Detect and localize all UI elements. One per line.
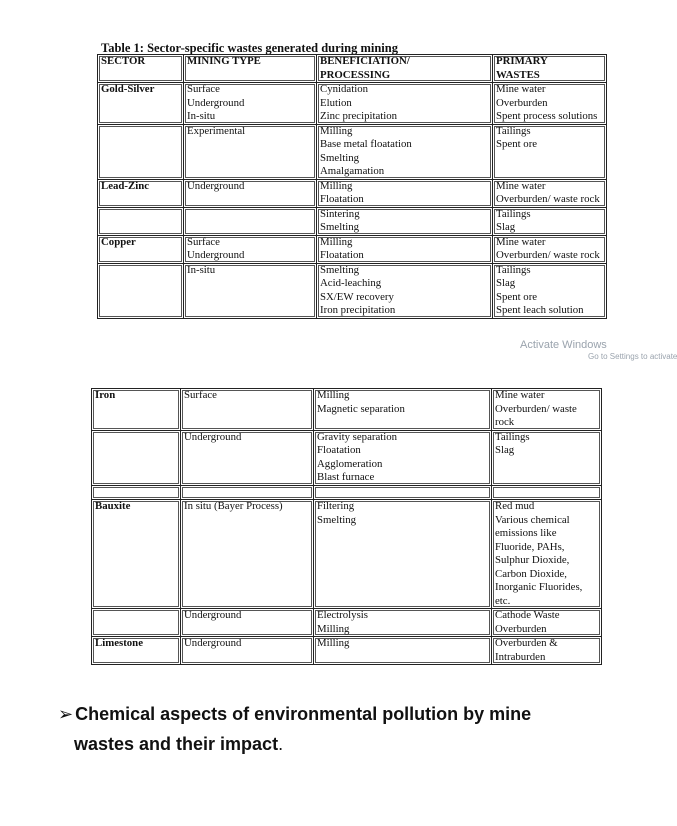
sector-label: Gold-Silver bbox=[101, 83, 155, 95]
processing-cell bbox=[317, 83, 493, 125]
table-row bbox=[92, 389, 602, 431]
processing-cell bbox=[314, 500, 492, 609]
cell-line: Various chemical emissions like Fluoride, PAHs, Sulphur Dioxide, Carbon Dioxide, Inorganic Fluorides, etc. bbox=[495, 513, 583, 607]
table-row bbox=[92, 500, 602, 609]
header-sector: SECTOR bbox=[98, 55, 184, 83]
cell-line bbox=[184, 486, 310, 500]
sector-label bbox=[95, 486, 177, 500]
cell-line: Cynidation bbox=[320, 83, 368, 95]
cell-line: Elution bbox=[320, 96, 352, 109]
primary-wastes-cell bbox=[493, 83, 607, 125]
cell-line: Floatation bbox=[317, 444, 361, 456]
heading-period: . bbox=[278, 734, 284, 754]
cell-line: In-situ bbox=[187, 110, 216, 122]
table-row bbox=[98, 235, 607, 263]
cell-line: Slag bbox=[496, 277, 516, 289]
cell-line: Underground bbox=[184, 637, 242, 649]
cell-line: Smelting bbox=[320, 221, 359, 233]
table-row bbox=[98, 263, 607, 318]
cell-line: Floatation bbox=[320, 193, 364, 205]
cell-line: Acid-leaching bbox=[320, 277, 382, 289]
cell-line: Overburden/ waste rock bbox=[495, 402, 577, 428]
cell-line: Tailings bbox=[496, 207, 531, 220]
sector-cell bbox=[92, 389, 181, 431]
cell-line: Overburden & Intraburden bbox=[495, 637, 558, 663]
sector-label: Iron bbox=[95, 389, 116, 401]
primary-wastes-cell bbox=[492, 430, 602, 485]
cell-line: Electrolysis bbox=[317, 609, 368, 621]
section-heading bbox=[58, 699, 578, 759]
primary-wastes-cell bbox=[493, 263, 607, 318]
cell-line: Overburden/ waste rock bbox=[496, 193, 600, 205]
table1-body bbox=[98, 83, 607, 319]
sector-label: Lead-Zinc bbox=[101, 179, 149, 192]
sector-cell bbox=[92, 500, 181, 609]
table-row bbox=[92, 485, 602, 500]
sector-label bbox=[95, 431, 177, 445]
cell-line: Amalgamation bbox=[320, 165, 385, 177]
sector-cell bbox=[98, 124, 184, 179]
mining-type-cell bbox=[181, 637, 314, 665]
mining-type-cell bbox=[184, 207, 317, 235]
primary-wastes-cell bbox=[493, 124, 607, 179]
cell-line: Slag bbox=[496, 221, 516, 233]
cell-line bbox=[496, 152, 603, 166]
table-row bbox=[98, 124, 607, 179]
cell-line bbox=[495, 458, 598, 472]
cell-line: Tailings bbox=[496, 124, 531, 137]
sector-cell bbox=[92, 485, 181, 500]
primary-wastes-cell bbox=[492, 485, 602, 500]
table-row bbox=[98, 207, 607, 235]
header-primary-wastes: PRIMARY WASTES bbox=[493, 55, 607, 83]
table-caption: Table 1: Sector-specific wastes generated during mining bbox=[101, 41, 398, 55]
cell-line: Overburden/ waste rock bbox=[496, 249, 600, 261]
mining-type-cell bbox=[184, 179, 317, 207]
table-row bbox=[98, 83, 607, 125]
processing-cell bbox=[314, 485, 492, 500]
cell-line: Underground bbox=[184, 609, 242, 621]
cell-line: Surface bbox=[184, 389, 217, 401]
sector-label: Bauxite bbox=[95, 500, 131, 512]
header-mining-type: MINING TYPE bbox=[184, 55, 317, 83]
sector-cell bbox=[98, 207, 184, 235]
mining-waste-table-part1 bbox=[97, 54, 607, 319]
cell-line: Milling bbox=[317, 389, 350, 401]
cell-line: Overburden bbox=[495, 622, 547, 635]
sector-cell bbox=[98, 179, 184, 207]
sector-cell bbox=[92, 430, 181, 485]
processing-cell bbox=[314, 637, 492, 665]
mining-type-cell bbox=[181, 485, 314, 500]
cell-line: Mine water bbox=[496, 179, 546, 192]
cell-line: Underground bbox=[187, 179, 245, 192]
arrow-bullet-icon: ➢ bbox=[58, 704, 74, 724]
cell-line: Spent ore bbox=[496, 138, 538, 150]
table-row bbox=[92, 637, 602, 665]
sector-cell bbox=[92, 637, 181, 665]
watermark-line2: Go to Settings to activate bbox=[588, 352, 677, 361]
mining-type-cell bbox=[184, 124, 317, 179]
cell-line: Sintering bbox=[320, 207, 360, 220]
mining-type-cell bbox=[184, 235, 317, 263]
cell-line: Spent leach solution bbox=[496, 304, 584, 316]
cell-line: Underground bbox=[184, 430, 242, 443]
processing-cell bbox=[314, 609, 492, 637]
cell-line: Mine water bbox=[496, 235, 546, 248]
cell-line: Experimental bbox=[187, 124, 246, 137]
processing-cell bbox=[317, 235, 493, 263]
cell-line: In situ (Bayer Process) bbox=[184, 500, 283, 512]
sector-cell bbox=[98, 83, 184, 125]
sector-cell bbox=[98, 263, 184, 318]
cell-line: Milling bbox=[317, 622, 350, 635]
cell-line: Gravity separation bbox=[317, 430, 398, 443]
primary-wastes-cell bbox=[492, 500, 602, 609]
sector-label: Limestone bbox=[95, 637, 143, 649]
sector-label bbox=[95, 609, 177, 623]
cell-line: Tailings bbox=[495, 430, 530, 443]
mining-type-cell bbox=[181, 500, 314, 609]
cell-line: Blast furnace bbox=[317, 471, 375, 483]
mining-type-cell bbox=[184, 83, 317, 125]
cell-line: Filtering bbox=[317, 500, 355, 512]
primary-wastes-cell bbox=[492, 389, 602, 431]
table2-body bbox=[92, 389, 602, 665]
cell-line: Red mud bbox=[495, 500, 535, 512]
cell-line: Agglomeration bbox=[317, 457, 383, 470]
cell-line: Milling bbox=[320, 124, 353, 137]
cell-line bbox=[495, 471, 598, 485]
cell-line: Tailings bbox=[496, 263, 531, 276]
cell-line: In-situ bbox=[187, 263, 216, 276]
cell-line: Surface bbox=[187, 83, 220, 95]
cell-line: Spent ore bbox=[496, 290, 538, 303]
table-header-row bbox=[98, 55, 607, 83]
primary-wastes-cell bbox=[493, 235, 607, 263]
cell-line: Slag bbox=[495, 444, 515, 456]
sector-cell bbox=[98, 235, 184, 263]
mining-type-cell bbox=[181, 430, 314, 485]
table-row bbox=[98, 179, 607, 207]
primary-wastes-cell bbox=[493, 179, 607, 207]
primary-wastes-cell bbox=[492, 609, 602, 637]
cell-line: Zinc precipitation bbox=[320, 110, 398, 122]
sector-label bbox=[101, 125, 180, 139]
mining-type-cell bbox=[184, 263, 317, 318]
cell-line: Smelting bbox=[320, 151, 359, 164]
cell-line bbox=[495, 486, 598, 500]
heading-line1: Chemical aspects of environmental pollution by mine bbox=[75, 704, 532, 724]
cell-line: Milling bbox=[320, 179, 353, 192]
cell-line bbox=[317, 486, 488, 500]
processing-cell bbox=[314, 430, 492, 485]
cell-line bbox=[187, 208, 313, 222]
cell-line: Mine water bbox=[496, 83, 546, 95]
cell-line: Milling bbox=[317, 637, 350, 649]
sector-cell bbox=[92, 609, 181, 637]
cell-line: Iron precipitation bbox=[320, 304, 396, 316]
cell-line: Floatation bbox=[320, 249, 364, 261]
cell-line: Magnetic separation bbox=[317, 402, 405, 415]
table-row bbox=[92, 609, 602, 637]
cell-line: SX/EW recovery bbox=[320, 290, 394, 303]
mining-type-cell bbox=[181, 389, 314, 431]
cell-line: Spent process solutions bbox=[496, 110, 598, 122]
cell-line: Base metal floatation bbox=[320, 138, 412, 150]
mining-type-cell bbox=[181, 609, 314, 637]
cell-line: Milling bbox=[320, 235, 353, 248]
primary-wastes-cell bbox=[492, 637, 602, 665]
sector-label bbox=[101, 208, 180, 222]
processing-cell bbox=[314, 389, 492, 431]
sector-label bbox=[101, 264, 180, 278]
cell-line: Smelting bbox=[320, 263, 359, 276]
cell-line: Surface bbox=[187, 235, 220, 248]
processing-cell bbox=[317, 179, 493, 207]
mining-waste-table-part2 bbox=[91, 388, 602, 665]
sector-label: Copper bbox=[101, 235, 136, 248]
cell-line: Smelting bbox=[317, 513, 356, 526]
table-row bbox=[92, 430, 602, 485]
cell-line: Mine water bbox=[495, 389, 545, 401]
watermark-line1: Activate Windows bbox=[520, 339, 607, 351]
header-processing: BENEFICIATION/ PROCESSING bbox=[317, 55, 493, 83]
cell-line: Cathode Waste bbox=[495, 609, 560, 621]
cell-line: Underground bbox=[187, 96, 245, 109]
activate-windows-watermark bbox=[520, 339, 677, 363]
cell-line bbox=[496, 165, 603, 179]
cell-line: Overburden bbox=[496, 96, 548, 109]
processing-cell bbox=[317, 124, 493, 179]
heading-line2: wastes and their impact bbox=[74, 734, 279, 754]
cell-line: Underground bbox=[187, 249, 245, 261]
processing-cell bbox=[317, 263, 493, 318]
processing-cell bbox=[317, 207, 493, 235]
primary-wastes-cell bbox=[493, 207, 607, 235]
